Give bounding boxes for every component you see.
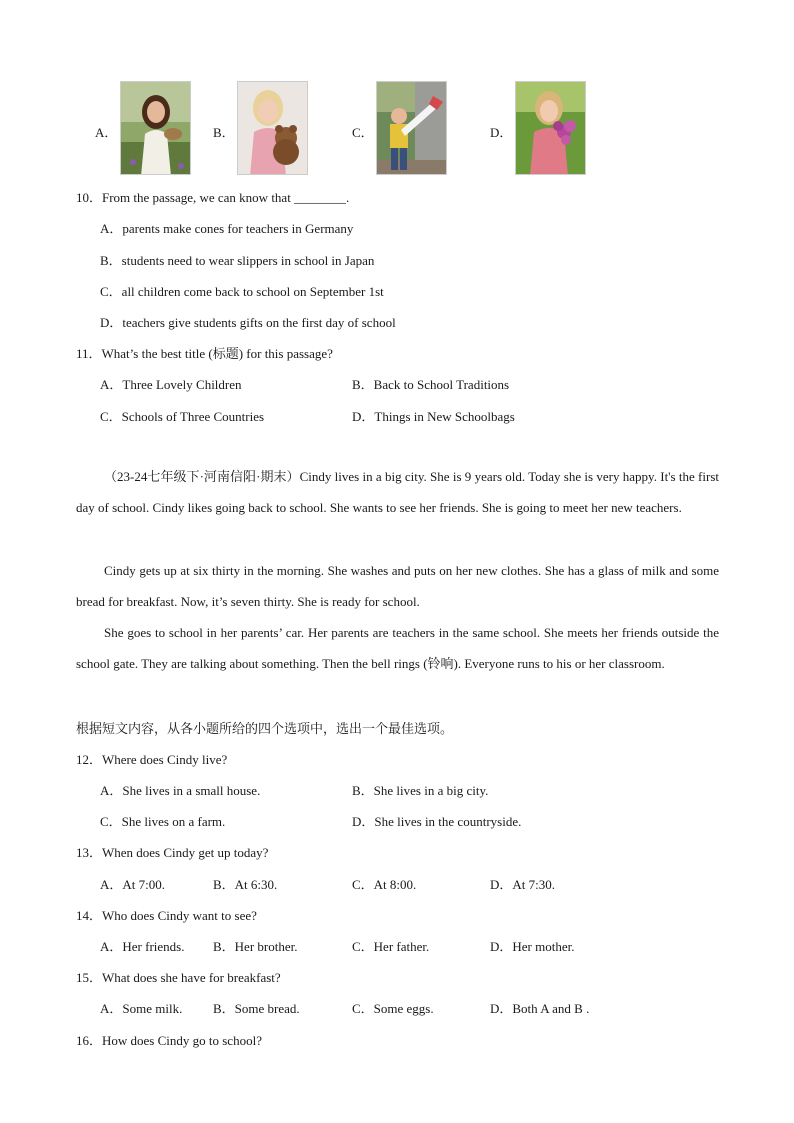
question-15-option-d: D．Both A and B . [490,1001,590,1016]
image-option-label-c: C． [352,125,374,140]
girl-with-hat-photo [120,81,191,175]
reading-instruction: 根据短文内容，从各小题所给的四个选项中，选出一个最佳选项。 [76,721,454,736]
question-11-option-b: B．Back to School Traditions [352,377,510,392]
question-12-stem: 12．Where does Cindy live? [76,752,228,767]
passage-paragraph-1-text: Cindy lives in a big city. She is 9 years old. Today she is very happy. It's the first day of school. Cindy likes going back to school. She wants to see her friends. She is going to meet her new teachers. [76,469,719,515]
question-15-option-c: C．Some eggs. [352,1001,434,1016]
question-10-option-a: A．parents make cones for teachers in Germany [100,221,354,236]
question-13-stem: 13．When does Cindy get up today? [76,845,269,860]
passage-paragraph-1 [76,461,719,523]
question-10-option-c: C．all children come back to school on September 1st [100,284,384,299]
question-13-option-d: D．At 7:30. [490,877,556,892]
question-14-option-d: D．Her mother. [490,939,575,954]
question-16-stem: 16．How does Cindy go to school? [76,1033,262,1048]
question-14-option-b: B．Her brother. [213,939,298,954]
question-13-option-a: A．At 7:00. [100,877,166,892]
question-11-option-d: D．Things in New Schoolbags [352,409,515,424]
question-14-option-a: A．Her friends. [100,939,185,954]
passage-paragraph-3: She goes to school in her parents’ car. Her parents are teachers in the same school. She meets her friends outside the school gate. They are talking about something. Then the bell rings (铃响). Everyone runs to his or her classroom. [76,625,719,671]
boy-with-school-cone-photo [376,81,447,175]
question-11-stem: 11．What’s the best title (标题) for this passage? [76,346,333,361]
question-12-option-d: D．She lives in the countryside. [352,814,522,829]
passage-source: （23-24七年级下·河南信阳·期末） [104,469,300,484]
image-option-label-b: B． [213,125,235,140]
passage-paragraph-2: Cindy gets up at six thirty in the morning. She washes and puts on her new clothes. She has a glass of milk and some bread for breakfast. Now, it’s seven thirty. She is ready for school. [76,563,719,609]
question-10-stem: 10．From the passage, we can know that ________. [76,190,350,205]
question-15-option-a: A．Some milk. [100,1001,183,1016]
question-10-option-b: B．students need to wear slippers in school in Japan [100,253,375,268]
question-11-option-c: C．Schools of Three Countries [100,409,265,424]
question-11-option-a: A．Three Lovely Children [100,377,242,392]
question-14-stem: 14．Who does Cindy want to see? [76,908,257,923]
question-14-option-c: C．Her father. [352,939,430,954]
girl-with-teddy-bear-photo [237,81,308,175]
question-12-option-b: B．She lives in a big city. [352,783,489,798]
girl-with-flowers-photo [515,81,586,175]
question-10-option-d: D．teachers give students gifts on the first day of school [100,315,396,330]
image-option-label-a: A． [95,125,118,140]
question-13-option-b: B．At 6:30. [213,877,278,892]
image-option-label-d: D． [490,125,513,140]
question-12-option-c: C．She lives on a farm. [100,814,226,829]
question-15-stem: 15．What does she have for breakfast? [76,970,281,985]
question-12-option-a: A．She lives in a small house. [100,783,261,798]
question-15-option-b: B．Some bread. [213,1001,300,1016]
question-13-option-c: C．At 8:00. [352,877,417,892]
